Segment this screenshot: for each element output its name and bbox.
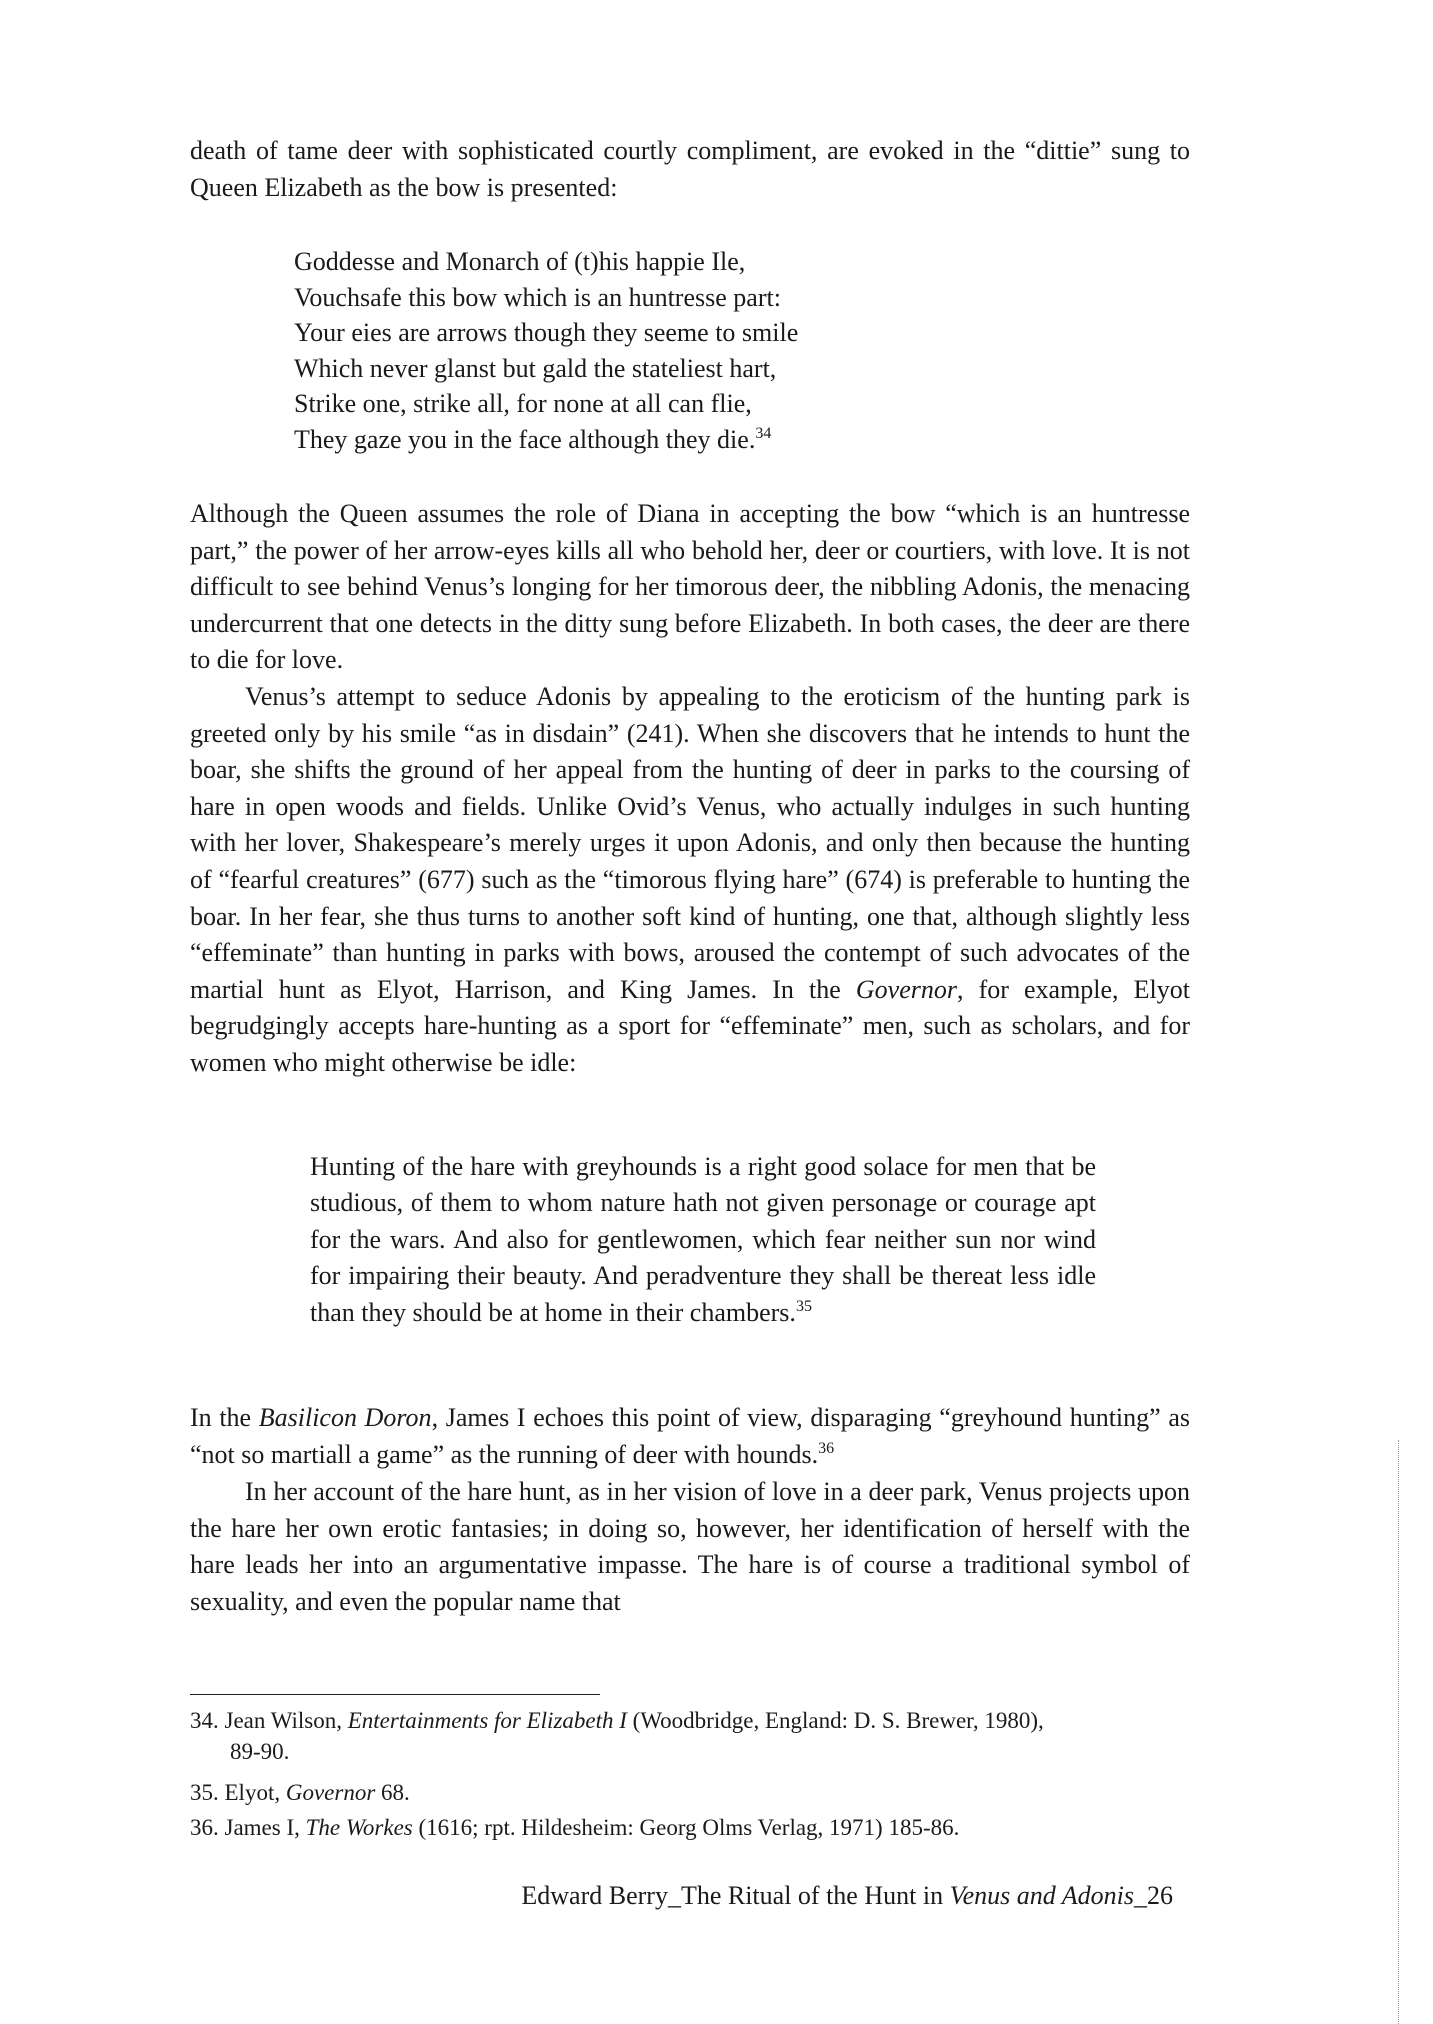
block-quote-text: Hunting of the hare with greyhounds is a right good solace for men that be studious, of them to whom nature hath not given personage or courage apt for the wars. And also for gentlewomen, which fear neither sun nor wind for impairing their beauty. And peradventure they shall be thereat less idle than they should be at home in their chambers. xyxy=(310,1152,1096,1327)
verse-line: Goddesse and Monarch of (t)his happie Ile, xyxy=(294,247,746,276)
footnote-text-cont: (Woodbridge, England: D. S. Brewer, 1980), xyxy=(626,1708,1044,1733)
footnote-ref-35[interactable]: 35 xyxy=(795,1297,812,1315)
footnote-number: 36. xyxy=(190,1815,219,1840)
paragraph-4-text-cont: , James I echoes this point of view, disparaging “greyhound hunting” as “not so martiall a game” as the running of deer with hounds. xyxy=(190,1403,1191,1469)
paragraph-1-text: death of tame deer with sophisticated courtly compliment, are evoked in the “dittie” sung to Queen Elizabeth as the bow is presented: xyxy=(190,136,1190,202)
scan-edge-mark xyxy=(1398,1440,1399,2024)
verse-line: Which never glanst but gald the stateliest hart, xyxy=(294,353,777,383)
paragraph-1 xyxy=(190,133,1190,206)
footnote-number: 35. xyxy=(190,1780,219,1805)
paragraph-4-italic-title: Basilicon Doron xyxy=(258,1403,432,1432)
paragraph-2-text: Although the Queen assumes the role of Diana in accepting the bow “which is an huntresse part,” the power of her arrow-eyes kills all who behold her, deer or courtiers, with love. It is not difficult to see behind Venus’s longing for her timorous deer, the nibbling Adonis, the menacing undercurrent that one detects in the ditty sung before Elizabeth. In both cases, the deer are there to die for love. xyxy=(190,499,1190,675)
paragraph-4 xyxy=(190,1400,1190,1473)
footnote-34 xyxy=(190,1705,1200,1767)
paragraph-3-text: Venus’s attempt to seduce Adonis by appealing to the eroticism of the hunting park is greeted only by his smile “as in disdain” (241). When she discovers that he intends to hunt the boar, she shifts the ground of her appeal from the hunting of deer in parks to the coursing of hare in open woods and fields. Unlike Ovid’s Venus, who actually indulges in such hunting with her lover, Shakespeare’s merely urges it upon Adonis, and only then because the hunting of “fearful creatures” (677) such as the “timorous flying hare” (674) is preferable to hunting the boar. In her fear, she thus turns to another soft kind of hunting, one that, although slightly less “effeminate” than hunting in parks with bows, aroused the contempt of such advocates of the martial hunt as Elyot, Harrison, and King James. In the xyxy=(190,682,1190,1004)
paragraph-3-text-cont: , for example, Elyot begrudgingly accepts hare-hunting as a sport for “effeminate” men, such as scholars, and for women who might otherwise be idle: xyxy=(190,974,1190,1077)
footnote-italic-title: The Workes xyxy=(305,1815,413,1840)
paragraph-5 xyxy=(190,1474,1190,1620)
footnote-35 xyxy=(190,1777,1200,1808)
footnote-text: James I, xyxy=(224,1815,306,1840)
footnote-italic-title: Entertainments for Elizabeth I xyxy=(347,1708,627,1733)
footnote-36 xyxy=(190,1812,1200,1843)
page-number: _26 xyxy=(1134,1881,1173,1910)
footer-text: Edward Berry_The Ritual of the Hunt in xyxy=(521,1881,950,1910)
footnote-number: 34. xyxy=(190,1708,219,1733)
block-quote xyxy=(310,1149,1096,1331)
footnote-text: Elyot, xyxy=(224,1780,286,1805)
verse-block xyxy=(294,244,798,457)
footer-italic-title: Venus and Adonis xyxy=(949,1881,1134,1910)
footnote-continuation: 89-90. xyxy=(230,1739,290,1764)
paragraph-3-italic-title: Governor xyxy=(855,974,957,1004)
verse-line-text: They gaze you in the face although they die. xyxy=(294,424,756,454)
verse-line: Your eies are arrows though they seeme to smile xyxy=(294,318,799,347)
footnote-text: Jean Wilson, xyxy=(224,1708,348,1733)
verse-line xyxy=(294,422,798,458)
verse-line: Strike one, strike all, for none at all can flie, xyxy=(294,389,752,418)
footnote-text-cont: 68. xyxy=(375,1780,410,1805)
footnote-italic-title: Governor xyxy=(285,1780,376,1805)
footnote-ref-36[interactable]: 36 xyxy=(818,1439,835,1457)
footnote-separator xyxy=(190,1694,600,1695)
paragraph-4-text: In the xyxy=(190,1403,259,1432)
paragraph-2 xyxy=(190,496,1190,679)
running-footer xyxy=(521,1881,1173,1911)
footnote-text-cont: (1616; rpt. Hildesheim: Georg Olms Verlag, 1971) 185-86. xyxy=(412,1815,960,1840)
footnote-ref-34[interactable]: 34 xyxy=(755,424,772,442)
paragraph-5-text: In her account of the hare hunt, as in her vision of love in a deer park, Venus projects upon the hare her own erotic fantasies; in doing so, however, her identification of herself with the hare leads her into an argumentative impasse. The hare is of course a traditional symbol of sexuality, and even the popular name that xyxy=(190,1477,1190,1616)
verse-line: Vouchsafe this bow which is an huntresse part: xyxy=(294,282,781,312)
paragraph-3 xyxy=(190,679,1190,1082)
